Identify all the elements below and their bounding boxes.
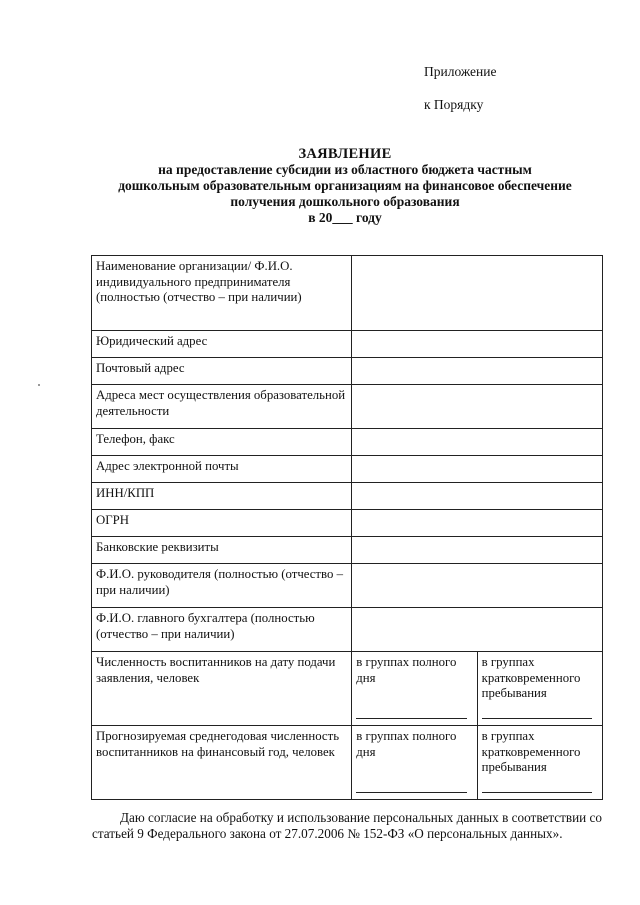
row-label: Наименование организации/ Ф.И.О. индивидуального предпринимателя (полностью (отчество – при наличии): [92, 256, 352, 331]
full-day-groups-label: в группах полного дня: [356, 655, 457, 685]
scan-speck: [38, 384, 40, 386]
row-label: Прогнозируемая среднегодовая численность воспитанников на финансовый год, человек: [92, 726, 352, 800]
table-row: [92, 510, 603, 537]
value-cell[interactable]: [352, 564, 603, 608]
table-row: [92, 652, 603, 726]
fill-in-line: [356, 718, 466, 719]
row-label: ОГРН: [92, 510, 352, 537]
value-cell[interactable]: [352, 537, 603, 564]
value-cell[interactable]: [352, 608, 603, 652]
row-label: Адреса мест осуществления образовательной деятельности: [92, 385, 352, 429]
value-cell[interactable]: [352, 483, 603, 510]
value-cell[interactable]: [352, 510, 603, 537]
fill-in-line: [482, 792, 592, 793]
annex-reference: к Порядку: [424, 97, 484, 112]
application-form-table: [91, 255, 603, 800]
consent-paragraph: Даю согласие на обработку и использование персональных данных в соответствии со статьей 9 Федерального закона от 27.07.2006 № 152-ФЗ «О персональных данных».: [92, 810, 602, 841]
title-line-1: на предоставление субсидии из областного бюджета частным: [158, 162, 532, 177]
value-cell[interactable]: [352, 256, 603, 331]
table-row: [92, 256, 603, 331]
table-row: [92, 537, 603, 564]
row-label: Юридический адрес: [92, 331, 352, 358]
row-label: Телефон, факс: [92, 429, 352, 456]
row-label: Ф.И.О. руководителя (полностью (отчество – при наличии): [92, 564, 352, 608]
row-label: ИНН/КПП: [92, 483, 352, 510]
full-day-groups-cell[interactable]: [352, 726, 477, 800]
annex-label: Приложение: [424, 64, 497, 79]
row-label: Почтовый адрес: [92, 358, 352, 385]
row-label: Численность воспитанников на дату подачи заявления, человек: [92, 652, 352, 726]
short-stay-groups-cell[interactable]: [477, 652, 602, 726]
table-row: [92, 564, 603, 608]
table-row: [92, 483, 603, 510]
row-label: Ф.И.О. главного бухгалтера (полностью (отчество – при наличии): [92, 608, 352, 652]
short-stay-groups-label: в группах кратковременного пребывания: [481, 729, 581, 774]
table-row: [92, 429, 603, 456]
table-row: [92, 726, 603, 800]
fill-in-line: [482, 718, 592, 719]
fill-in-line: [356, 792, 466, 793]
table-row: [92, 456, 603, 483]
short-stay-groups-cell[interactable]: [477, 726, 602, 800]
table-row: [92, 608, 603, 652]
full-day-groups-cell[interactable]: [352, 652, 477, 726]
value-cell[interactable]: [352, 358, 603, 385]
title-line-3: получения дошкольного образования: [230, 194, 460, 209]
document-title-block: [90, 146, 600, 226]
row-label: Банковские реквизиты: [92, 537, 352, 564]
title-year: в 20___ году: [308, 210, 382, 225]
document-title: ЗАЯВЛЕНИЕ: [298, 146, 392, 162]
row-label: Адрес электронной почты: [92, 456, 352, 483]
table-row: [92, 331, 603, 358]
value-cell[interactable]: [352, 331, 603, 358]
full-day-groups-label: в группах полного дня: [356, 729, 457, 759]
value-cell[interactable]: [352, 429, 603, 456]
short-stay-groups-label: в группах кратковременного пребывания: [481, 655, 581, 700]
value-cell[interactable]: [352, 385, 603, 429]
table-row: [92, 385, 603, 429]
table-row: [92, 358, 603, 385]
value-cell[interactable]: [352, 456, 603, 483]
title-line-2: дошкольным образовательным организациям на финансовое обеспечение: [118, 178, 572, 193]
